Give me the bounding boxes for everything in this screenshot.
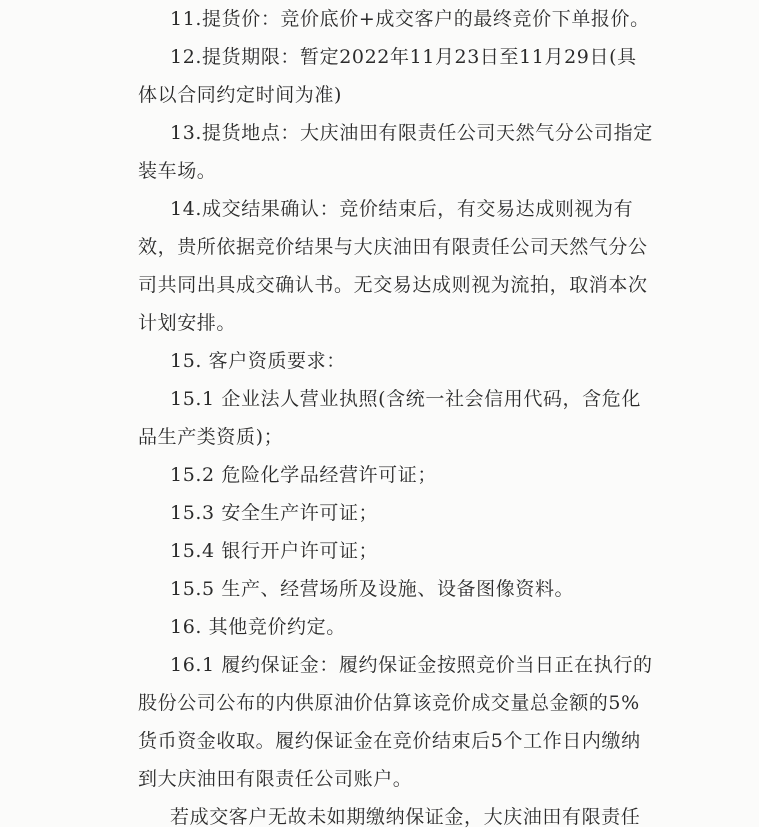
clause-15-1-cont: 品生产类资质)； bbox=[138, 426, 284, 448]
clause-14-cont-2: 司共同出具成交确认书。无交易达成则视为流拍，取消本次 bbox=[138, 274, 648, 296]
clause-15-1-business-license: 15.1 企业法人营业执照(含统一社会信用代码，含危化 bbox=[170, 388, 641, 410]
clause-13-pickup-location: 13.提货地点：大庆油田有限责任公司天然气分公司指定 bbox=[170, 122, 653, 144]
clause-15-5-site-images: 15.5 生产、经营场所及设施、设备图像资料。 bbox=[170, 578, 575, 600]
clause-16-1-cont-1: 股份公司公布的内供原油价估算该竞价成交量总金额的5% bbox=[138, 692, 640, 714]
clause-14-cont-1: 效，贵所依据竞价结果与大庆油田有限责任公司天然气分公 bbox=[138, 236, 648, 258]
clause-16-1-cont-3: 到大庆油田有限责任公司账户。 bbox=[138, 768, 413, 790]
clause-15-heading: 15. 客户资质要求： bbox=[170, 350, 346, 372]
clause-14-cont-3: 计划安排。 bbox=[138, 312, 237, 334]
clause-16-1-cont-2: 货币资金收取。履约保证金在竞价结束后5个工作日内缴纳 bbox=[138, 730, 641, 752]
clause-14-result-confirmation: 14.成交结果确认：竞价结束后，有交易达成则视为有 bbox=[170, 198, 634, 220]
clause-15-3-safety-permit: 15.3 安全生产许可证； bbox=[170, 502, 379, 524]
clause-15-2-hazchem-permit: 15.2 危险化学品经营许可证； bbox=[170, 464, 437, 486]
clause-12-pickup-period: 12.提货期限：暂定2022年11月23日至11月29日(具 bbox=[170, 46, 637, 68]
clause-13-pickup-location-cont: 装车场。 bbox=[138, 160, 217, 182]
clause-15-4-bank-permit: 15.4 银行开户许可证； bbox=[170, 540, 379, 562]
clause-16-heading: 16. 其他竞价约定。 bbox=[170, 616, 346, 638]
clause-12-pickup-period-cont: 体以合同约定时间为准) bbox=[138, 84, 343, 106]
clause-11-pickup-price: 11.提货价：竞价底价+成交客户的最终竞价下单报价。 bbox=[170, 8, 650, 30]
clause-16-1-default-paragraph: 若成交客户无故未如期缴纳保证金，大庆油田有限责任 bbox=[170, 806, 641, 828]
clause-16-1-performance-bond: 16.1 履约保证金：履约保证金按照竞价当日正在执行的 bbox=[170, 654, 653, 676]
